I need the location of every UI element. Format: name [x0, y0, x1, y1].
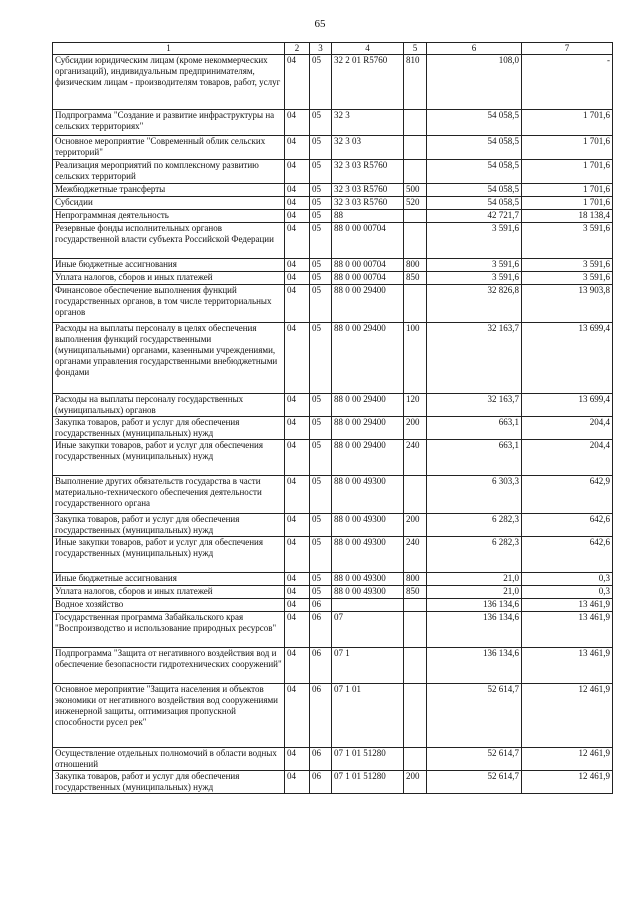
target-article-cell: 88 0 00 29400 — [332, 417, 404, 440]
amount-col7-cell: 204,4 — [522, 440, 613, 476]
target-article-cell: 88 0 00 49300 — [332, 537, 404, 573]
subsection-code-cell: 05 — [310, 136, 332, 160]
amount-col6-cell: 21,0 — [427, 586, 522, 599]
table-row — [53, 599, 613, 612]
table-row — [53, 136, 613, 160]
subsection-code-cell: 05 — [310, 272, 332, 285]
column-header-3: 3 — [310, 43, 332, 55]
subsection-code-cell: 06 — [310, 612, 332, 648]
page-number: 65 — [314, 18, 326, 30]
amount-col7-cell: 12 461,9 — [522, 771, 613, 794]
section-code-cell: 04 — [285, 55, 310, 110]
target-article-cell: 07 — [332, 612, 404, 648]
target-article-cell: 88 0 00 00704 — [332, 259, 404, 272]
column-header-4: 4 — [332, 43, 404, 55]
table-row — [53, 648, 613, 684]
amount-col7-cell: 13 903,8 — [522, 285, 613, 323]
table-row — [53, 684, 613, 748]
target-article-cell: 07 1 01 51280 — [332, 748, 404, 771]
amount-col6-cell: 136 134,6 — [427, 648, 522, 684]
row-name-cell: Резервные фонды исполнительных органов государственной власти субъекта Российской Федерации — [53, 223, 285, 259]
row-name-cell: Расходы на выплаты персоналу в целях обеспечения выполнения функций государственными (муниципальными) органами, казенными учреждениями, органами управления государственными внебюджетными фондами — [53, 323, 285, 394]
subsection-code-cell: 05 — [310, 573, 332, 586]
table-row — [53, 514, 613, 537]
expense-type-cell — [404, 210, 427, 223]
subsection-code-cell: 05 — [310, 537, 332, 573]
table-row — [53, 394, 613, 417]
expense-type-cell — [404, 160, 427, 184]
section-code-cell: 04 — [285, 285, 310, 323]
amount-col6-cell: 136 134,6 — [427, 599, 522, 612]
column-header-1: 1 — [53, 43, 285, 55]
row-name-cell: Иные закупки товаров, работ и услуг для обеспечения государственных (муниципальных) нужд — [53, 440, 285, 476]
table-row — [53, 160, 613, 184]
table-header — [53, 43, 613, 55]
amount-col7-cell: 1 701,6 — [522, 136, 613, 160]
row-name-cell: Уплата налогов, сборов и иных платежей — [53, 272, 285, 285]
row-name-cell: Субсидии — [53, 197, 285, 210]
table-row — [53, 285, 613, 323]
amount-col6-cell: 54 058,5 — [427, 197, 522, 210]
subsection-code-cell: 05 — [310, 110, 332, 136]
expense-type-cell: 240 — [404, 440, 427, 476]
table-row — [53, 210, 613, 223]
expense-type-cell — [404, 648, 427, 684]
subsection-code-cell: 05 — [310, 323, 332, 394]
subsection-code-cell: 05 — [310, 394, 332, 417]
amount-col6-cell: 136 134,6 — [427, 612, 522, 648]
expense-type-cell — [404, 612, 427, 648]
expense-type-cell: 200 — [404, 417, 427, 440]
target-article-cell: 88 0 00 29400 — [332, 323, 404, 394]
expense-type-cell: 800 — [404, 259, 427, 272]
expense-type-cell: 500 — [404, 184, 427, 197]
expense-type-cell — [404, 110, 427, 136]
row-name-cell: Осуществление отдельных полномочий в области водных отношений — [53, 748, 285, 771]
target-article-cell: 88 — [332, 210, 404, 223]
amount-col7-cell: 642,6 — [522, 537, 613, 573]
row-name-cell: Основное мероприятие "Защита населения и объектов экономики от негативного воздействия вод сооружениями инженерной защиты, оптимизация пропускной способности русел рек" — [53, 684, 285, 748]
amount-col7-cell: 642,9 — [522, 476, 613, 514]
amount-col7-cell: - — [522, 55, 613, 110]
target-article-cell: 07 1 — [332, 648, 404, 684]
row-name-cell: Подпрограмма "Создание и развитие инфраструктуры на сельских территориях" — [53, 110, 285, 136]
target-article-cell: 32 2 01 R5760 — [332, 55, 404, 110]
row-name-cell: Закупка товаров, работ и услуг для обеспечения государственных (муниципальных) нужд — [53, 417, 285, 440]
amount-col7-cell: 12 461,9 — [522, 684, 613, 748]
table-row — [53, 197, 613, 210]
row-name-cell: Непрограммная деятельность — [53, 210, 285, 223]
table-row — [53, 440, 613, 476]
subsection-code-cell: 05 — [310, 586, 332, 599]
expense-type-cell: 850 — [404, 586, 427, 599]
subsection-code-cell: 05 — [310, 210, 332, 223]
amount-col7-cell: 1 701,6 — [522, 197, 613, 210]
budget-table — [52, 42, 613, 794]
expense-type-cell: 800 — [404, 573, 427, 586]
target-article-cell: 88 0 00 49300 — [332, 586, 404, 599]
subsection-code-cell: 05 — [310, 197, 332, 210]
subsection-code-cell: 06 — [310, 599, 332, 612]
section-code-cell: 04 — [285, 417, 310, 440]
expense-type-cell: 850 — [404, 272, 427, 285]
expense-type-cell — [404, 285, 427, 323]
amount-col7-cell: 12 461,9 — [522, 748, 613, 771]
amount-col6-cell: 6 303,3 — [427, 476, 522, 514]
target-article-cell: 07 1 01 51280 — [332, 771, 404, 794]
amount-col6-cell: 42 721,7 — [427, 210, 522, 223]
subsection-code-cell: 06 — [310, 684, 332, 748]
expense-type-cell: 520 — [404, 197, 427, 210]
target-article-cell: 32 3 03 R5760 — [332, 197, 404, 210]
target-article-cell: 88 0 00 29400 — [332, 285, 404, 323]
section-code-cell: 04 — [285, 259, 310, 272]
amount-col7-cell: 3 591,6 — [522, 259, 613, 272]
target-article-cell: 88 0 00 49300 — [332, 514, 404, 537]
table-row — [53, 586, 613, 599]
target-article-cell: 32 3 03 R5760 — [332, 160, 404, 184]
table-row — [53, 476, 613, 514]
expense-type-cell: 200 — [404, 514, 427, 537]
amount-col6-cell: 52 614,7 — [427, 684, 522, 748]
amount-col7-cell: 1 701,6 — [522, 184, 613, 197]
section-code-cell: 04 — [285, 771, 310, 794]
amount-col6-cell: 32 163,7 — [427, 394, 522, 417]
row-name-cell: Выполнение других обязательств государства в части материально-технического обеспечения деятельности государственного органа — [53, 476, 285, 514]
target-article-cell: 88 0 00 29400 — [332, 440, 404, 476]
subsection-code-cell: 06 — [310, 748, 332, 771]
section-code-cell: 04 — [285, 323, 310, 394]
column-header-2: 2 — [285, 43, 310, 55]
expense-type-cell — [404, 476, 427, 514]
table-row — [53, 55, 613, 110]
section-code-cell: 04 — [285, 514, 310, 537]
expense-type-cell — [404, 748, 427, 771]
target-article-cell: 88 0 00 49300 — [332, 476, 404, 514]
amount-col6-cell: 32 163,7 — [427, 323, 522, 394]
amount-col7-cell: 13 461,9 — [522, 599, 613, 612]
subsection-code-cell: 06 — [310, 771, 332, 794]
section-code-cell: 04 — [285, 272, 310, 285]
row-name-cell: Основное мероприятие "Современный облик сельских территорий" — [53, 136, 285, 160]
row-name-cell: Иные закупки товаров, работ и услуг для обеспечения государственных (муниципальных) нужд — [53, 537, 285, 573]
subsection-code-cell: 05 — [310, 184, 332, 197]
row-name-cell: Реализация мероприятий по комплексному развитию сельских территорий — [53, 160, 285, 184]
section-code-cell: 04 — [285, 210, 310, 223]
expense-type-cell: 810 — [404, 55, 427, 110]
amount-col7-cell: 3 591,6 — [522, 272, 613, 285]
amount-col7-cell: 18 138,4 — [522, 210, 613, 223]
table-row — [53, 748, 613, 771]
table-row — [53, 612, 613, 648]
target-article-cell: 88 0 00 49300 — [332, 573, 404, 586]
target-article-cell: 32 3 03 R5760 — [332, 184, 404, 197]
amount-col7-cell: 3 591,6 — [522, 223, 613, 259]
expense-type-cell — [404, 599, 427, 612]
amount-col6-cell: 32 826,8 — [427, 285, 522, 323]
target-article-cell: 88 0 00 00704 — [332, 223, 404, 259]
row-name-cell: Расходы на выплаты персоналу государственных (муниципальных) органов — [53, 394, 285, 417]
row-name-cell: Закупка товаров, работ и услуг для обеспечения государственных (муниципальных) нужд — [53, 514, 285, 537]
section-code-cell: 04 — [285, 394, 310, 417]
target-article-cell: 88 0 00 00704 — [332, 272, 404, 285]
section-code-cell: 04 — [285, 440, 310, 476]
row-name-cell: Государственная программа Забайкальского края "Воспроизводство и использование природных ресурсов" — [53, 612, 285, 648]
expense-type-cell: 100 — [404, 323, 427, 394]
expense-type-cell: 200 — [404, 771, 427, 794]
section-code-cell: 04 — [285, 586, 310, 599]
section-code-cell: 04 — [285, 648, 310, 684]
section-code-cell: 04 — [285, 223, 310, 259]
amount-col6-cell: 21,0 — [427, 573, 522, 586]
subsection-code-cell: 05 — [310, 514, 332, 537]
section-code-cell: 04 — [285, 160, 310, 184]
table-row — [53, 573, 613, 586]
table-body — [53, 55, 613, 794]
row-name-cell: Закупка товаров, работ и услуг для обеспечения государственных (муниципальных) нужд — [53, 771, 285, 794]
target-article-cell: 07 1 01 — [332, 684, 404, 748]
row-name-cell: Водное хозяйство — [53, 599, 285, 612]
amount-col6-cell: 3 591,6 — [427, 259, 522, 272]
subsection-code-cell: 05 — [310, 285, 332, 323]
table-row — [53, 110, 613, 136]
section-code-cell: 04 — [285, 537, 310, 573]
amount-col6-cell: 663,1 — [427, 417, 522, 440]
column-header-7: 7 — [522, 43, 613, 55]
amount-col7-cell: 13 699,4 — [522, 323, 613, 394]
section-code-cell: 04 — [285, 184, 310, 197]
section-code-cell: 04 — [285, 136, 310, 160]
amount-col6-cell: 6 282,3 — [427, 537, 522, 573]
amount-col6-cell: 54 058,5 — [427, 136, 522, 160]
amount-col6-cell: 52 614,7 — [427, 771, 522, 794]
table-row — [53, 417, 613, 440]
subsection-code-cell: 05 — [310, 440, 332, 476]
row-name-cell: Финансовое обеспечение выполнения функций государственных органов, в том числе территориальных органов — [53, 285, 285, 323]
table-row — [53, 184, 613, 197]
table-row — [53, 259, 613, 272]
amount-col7-cell: 642,6 — [522, 514, 613, 537]
amount-col7-cell: 13 461,9 — [522, 612, 613, 648]
table-row — [53, 537, 613, 573]
amount-col6-cell: 54 058,5 — [427, 110, 522, 136]
section-code-cell: 04 — [285, 197, 310, 210]
section-code-cell: 04 — [285, 612, 310, 648]
row-name-cell: Уплата налогов, сборов и иных платежей — [53, 586, 285, 599]
row-name-cell: Иные бюджетные ассигнования — [53, 573, 285, 586]
target-article-cell — [332, 599, 404, 612]
target-article-cell: 88 0 00 29400 — [332, 394, 404, 417]
amount-col6-cell: 54 058,5 — [427, 184, 522, 197]
expense-type-cell — [404, 136, 427, 160]
expense-type-cell: 240 — [404, 537, 427, 573]
row-name-cell: Межбюджетные трансферты — [53, 184, 285, 197]
subsection-code-cell: 05 — [310, 417, 332, 440]
amount-col6-cell: 52 614,7 — [427, 748, 522, 771]
amount-col7-cell: 204,4 — [522, 417, 613, 440]
amount-col7-cell: 0,3 — [522, 586, 613, 599]
section-code-cell: 04 — [285, 110, 310, 136]
column-header-6: 6 — [427, 43, 522, 55]
amount-col7-cell: 13 699,4 — [522, 394, 613, 417]
header-row — [53, 43, 613, 55]
subsection-code-cell: 05 — [310, 476, 332, 514]
row-name-cell: Субсидии юридическим лицам (кроме некоммерческих организаций), индивидуальным предпринимателям, физическим лицам - производителям товаров, работ, услуг — [53, 55, 285, 110]
subsection-code-cell: 05 — [310, 55, 332, 110]
subsection-code-cell: 05 — [310, 259, 332, 272]
expense-type-cell — [404, 684, 427, 748]
subsection-code-cell: 05 — [310, 223, 332, 259]
amount-col7-cell: 0,3 — [522, 573, 613, 586]
amount-col6-cell: 54 058,5 — [427, 160, 522, 184]
target-article-cell: 32 3 — [332, 110, 404, 136]
table-row — [53, 323, 613, 394]
subsection-code-cell: 05 — [310, 160, 332, 184]
table-row — [53, 272, 613, 285]
column-header-5: 5 — [404, 43, 427, 55]
table-row — [53, 771, 613, 794]
section-code-cell: 04 — [285, 573, 310, 586]
table-row — [53, 223, 613, 259]
row-name-cell: Подпрограмма "Защита от негативного воздействия вод и обеспечение безопасности гидротехнических сооружений" — [53, 648, 285, 684]
subsection-code-cell: 06 — [310, 648, 332, 684]
amount-col6-cell: 3 591,6 — [427, 272, 522, 285]
section-code-cell: 04 — [285, 599, 310, 612]
amount-col7-cell: 1 701,6 — [522, 110, 613, 136]
section-code-cell: 04 — [285, 684, 310, 748]
amount-col6-cell: 663,1 — [427, 440, 522, 476]
amount-col6-cell: 6 282,3 — [427, 514, 522, 537]
expense-type-cell: 120 — [404, 394, 427, 417]
amount-col7-cell: 1 701,6 — [522, 160, 613, 184]
amount-col7-cell: 13 461,9 — [522, 648, 613, 684]
target-article-cell: 32 3 03 — [332, 136, 404, 160]
expense-type-cell — [404, 223, 427, 259]
amount-col6-cell: 3 591,6 — [427, 223, 522, 259]
amount-col6-cell: 108,0 — [427, 55, 522, 110]
section-code-cell: 04 — [285, 748, 310, 771]
row-name-cell: Иные бюджетные ассигнования — [53, 259, 285, 272]
section-code-cell: 04 — [285, 476, 310, 514]
